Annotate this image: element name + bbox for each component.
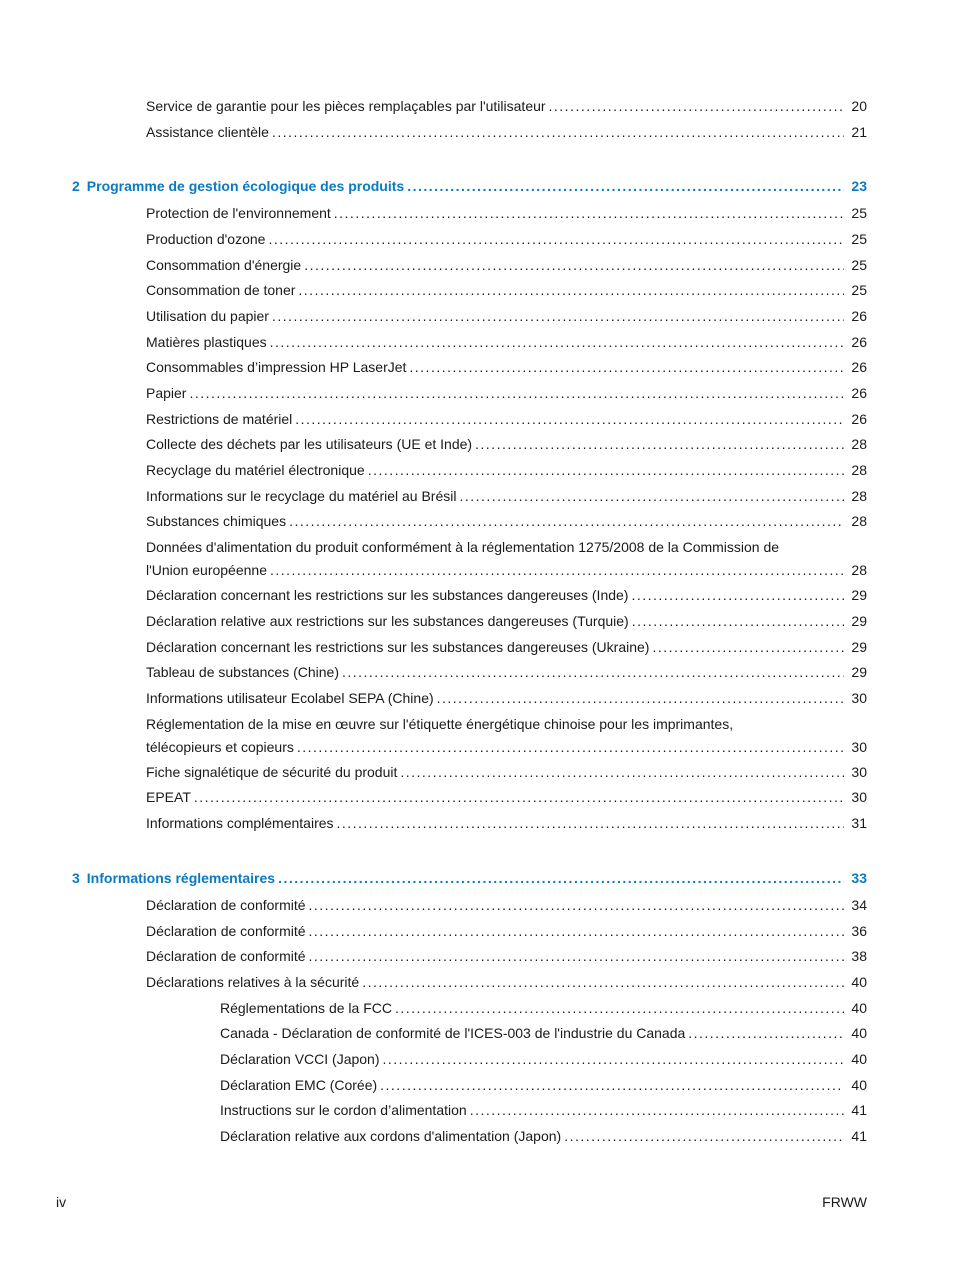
toc-entry[interactable]: Informations sur le recyclage du matériel au Brésil . . . 28 [146,485,867,508]
toc-entry[interactable]: Protection de l'environnement . . . 25 [146,202,867,225]
dot-leader [437,687,845,710]
dot-leader [407,175,844,198]
toc-entry-line: Données d'alimentation du produit conformément à la réglementation 1275/2008 de la Commission de [146,539,780,555]
dot-leader [268,228,844,251]
dot-leader [270,559,844,582]
toc-entry[interactable]: Tableau de substances (Chine) . . . 29 [146,661,867,684]
dot-leader [470,1099,845,1122]
page-number: iv [56,1194,67,1210]
dot-leader [368,459,845,482]
dot-leader [189,382,844,405]
dot-leader [380,1074,844,1097]
dot-leader [309,920,845,943]
toc-entry[interactable]: Déclaration concernant les restrictions sur les substances dangereuses (Inde) . . . 29 [146,584,867,607]
toc-entry[interactable]: Consommation de toner . . . 25 [146,279,867,302]
dot-leader [383,1048,845,1071]
toc-entry-multiline[interactable]: Données d'alimentation du produit conformément à la réglementation 1275/2008 de la Commission de l'Union européenne . . . 28 [146,536,867,582]
dot-leader [297,736,845,759]
dot-leader [362,971,844,994]
dot-leader [688,1022,844,1045]
toc-entry-assistance[interactable]: Assistance clientèle . . . 21 [146,121,867,144]
toc-entry[interactable]: Consommation d'énergie . . . 25 [146,254,867,277]
toc-entry-line: Réglementation de la mise en œuvre sur l'étiquette énergétique chinoise pour les imprimantes, [146,716,734,732]
dot-leader [270,331,845,354]
dot-leader [564,1125,844,1148]
dot-leader [475,433,844,456]
toc-entry-garantie[interactable]: Service de garantie pour les pièces remplaçables par l'utilisateur . . . 20 [146,95,867,118]
toc-subentry[interactable]: Déclaration relative aux cordons d'alimentation (Japon) . . . 41 [220,1125,867,1148]
toc-entry[interactable]: Déclaration relative aux restrictions sur les substances dangereuses (Turquie) . . . 29 [146,610,867,633]
dot-leader [631,584,844,607]
toc-subentry[interactable]: Canada - Déclaration de conformité de l'ICES-003 de l'industrie du Canada . . . 40 [220,1022,867,1045]
toc-entry[interactable]: Déclarations relatives à la sécurité . . . 40 [146,971,867,994]
dot-leader [278,867,844,890]
dot-leader [309,894,845,917]
toc-entry[interactable]: Papier . . . 26 [146,382,867,405]
dot-leader [304,254,844,277]
toc-entry[interactable]: Consommables d’impression HP LaserJet . . . 26 [146,356,867,379]
toc-chapter-2[interactable]: 2 Programme de gestion écologique des produits . . . 23 [72,175,867,198]
dot-leader [298,279,844,302]
dot-leader [395,997,844,1020]
dot-leader [194,786,845,809]
toc-entry[interactable]: Restrictions de matériel . . . 26 [146,408,867,431]
dot-leader [459,485,844,508]
dot-leader [272,121,844,144]
toc-chapter-3[interactable]: 3 Informations réglementaires . . . 33 [72,867,867,890]
toc-entry[interactable]: Déclaration de conformité . . . 36 [146,920,867,943]
dot-leader [549,95,845,118]
toc-entry[interactable]: Recyclage du matériel électronique . . . 28 [146,459,867,482]
toc-subentry[interactable]: Déclaration VCCI (Japon) . . . 40 [220,1048,867,1071]
toc-entry[interactable]: Déclaration concernant les restrictions sur les substances dangereuses (Ukraine) . . . 29 [146,636,867,659]
dot-leader [309,945,845,968]
toc-entry[interactable]: Substances chimiques . . . 28 [146,510,867,533]
toc-subentry[interactable]: Instructions sur le cordon d’alimentation . . . 41 [220,1099,867,1122]
toc-entry[interactable]: Matières plastiques . . . 26 [146,331,867,354]
toc-entry-multiline[interactable]: Réglementation de la mise en œuvre sur l'étiquette énergétique chinoise pour les imprimantes, télécopieurs et copieurs . . . 30 [146,713,867,759]
dot-leader [295,408,844,431]
dot-leader [342,661,844,684]
toc-entry[interactable]: Production d'ozone . . . 25 [146,228,867,251]
toc-subentry[interactable]: Déclaration EMC (Corée) . . . 40 [220,1074,867,1097]
toc-entry[interactable]: Fiche signalétique de sécurité du produit . . . 30 [146,761,867,784]
toc-entry[interactable]: EPEAT . . . 30 [146,786,867,809]
dot-leader [334,202,845,225]
toc-entry[interactable]: Déclaration de conformité . . . 38 [146,945,867,968]
dot-leader [409,356,844,379]
dot-leader [272,305,844,328]
dot-leader [289,510,844,533]
toc-entry[interactable]: Déclaration de conformité . . . 34 [146,894,867,917]
dot-leader [400,761,844,784]
toc-entry[interactable]: Informations utilisateur Ecolabel SEPA (Chine) . . . 30 [146,687,867,710]
dot-leader [632,610,845,633]
toc-entry[interactable]: Utilisation du papier . . . 26 [146,305,867,328]
dot-leader [652,636,844,659]
toc-entry[interactable]: Informations complémentaires . . . 31 [146,812,867,835]
toc-entry[interactable]: Collecte des déchets par les utilisateurs (UE et Inde) . . . 28 [146,433,867,456]
dot-leader [337,812,845,835]
doc-code: FRWW [822,1194,867,1210]
toc-subentry[interactable]: Réglementations de la FCC . . . 40 [220,997,867,1020]
